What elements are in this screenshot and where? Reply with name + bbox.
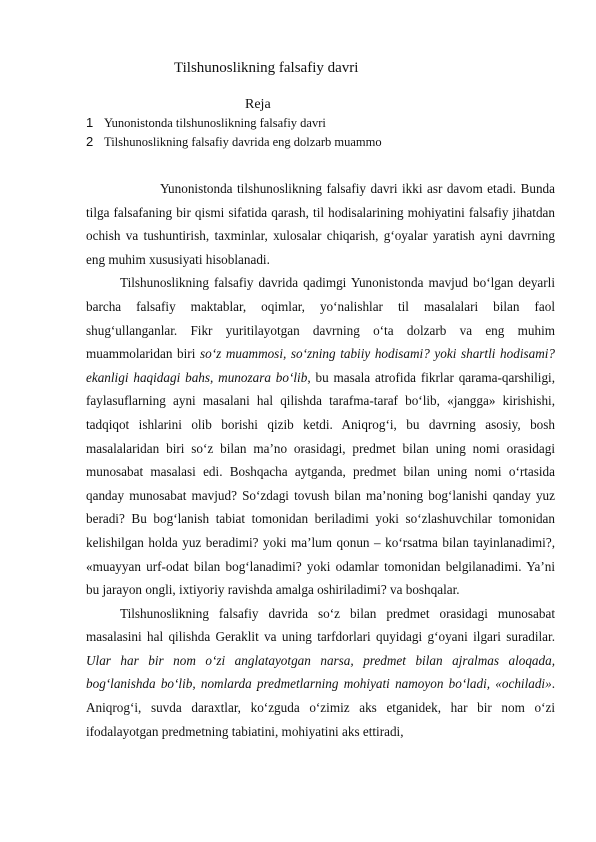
paragraph-text: . Aniqrog‘i, suvda daraxtlar, ko‘zguda o‘zimiz aks etganidek, har bir nom o‘zi ifodalayotgan predmetning tabiatini, mohiyatini aks ettiradi, — [86, 676, 555, 739]
document-body — [86, 177, 555, 743]
plan-item-text: Tilshunoslikning falsafiy davrida eng dolzarb muammo — [104, 135, 382, 149]
italic-phrase: so‘z muammosi, so‘zning tabiiy hodisami? yoki shartli hodisami? ekanligi haqidagi bahs, munozara bo‘lib — [86, 346, 555, 385]
paragraph — [86, 602, 555, 744]
paragraph — [86, 271, 555, 601]
plan-item — [86, 134, 382, 150]
plan-item-number: 2 — [86, 134, 94, 149]
paragraph: Yunonistonda tilshunoslikning falsafiy davri ikki asr davom etadi. Bunda tilga falsafaning bir qismi sifatida qarash, til hodisalarining mohiyatini falsafiy jihatdan ochish va tushuntirish, taxminlar, xulosalar chiqarish, g‘oyalar yaratish ayni davrning eng muhim xususiyati hisoblanadi. — [86, 181, 555, 267]
plan-heading: Reja — [245, 97, 271, 112]
plan-item-number: 1 — [86, 115, 94, 130]
plan-item-text: Yunonistonda tilshunoslikning falsafiy davri — [104, 116, 326, 130]
italic-phrase: Ular har bir nom o‘zi anglatayotgan narsa, predmet bilan ajralmas aloqada, bog‘lanishda bo‘lib, nomlarda predmetlarning mohiyati namoyon bo‘ladi, «ochiladi» — [86, 652, 555, 692]
plan-item — [86, 115, 326, 131]
paragraph-text: , bu masala atrofida fikrlar qarama-qarshiligi, faylasuflarning ayni masalani hal qilishda tarafma-taraf bo‘lib, «jangga» kirishishi, tadqiqot ishlarini olib borishi qizib ketdi. Aniqrog‘i, bu davrning asosiy, bosh masalalaridan biri so‘z bilan ma’no orasidagi, predmet bilan uning nomi orasidagi munosabat masalasi edi. Boshqacha aytganda, predmet bilan uning nomi o‘rtasida qanday munosabat mavjud? So‘zdagi tovush bilan ma’noning bog‘lanishi qanday yuz beradi? Bu bog‘lanish tabiat tomonidan beriladimi yoki so‘zlashuvchilar tomonidan kelishilgan holda yuz beradimi? yoki ma’lum qonun – ko‘rsatma bilan tayinlanadimi?, «muayyan urf-odat bilan bog‘lanadimi? yoki odamlar tomonidan belgilanadimi. Ya’ni bu jarayon ongli, ixtiyoriy ravishda amalga oshiriladimi? va boshqalar. — [86, 369, 556, 598]
paragraph-text: Tilshunoslikning falsafiy davrida so‘z bilan predmet orasidagi munosabat masalasini hal qilishda Geraklit va uning tarfdorlari quyidagi g‘oyani ilgari suradilar. — [86, 605, 555, 645]
paragraph-text: Tilshunoslikning falsafiy davrida qadimgi Yunonistonda mavjud bo‘lgan deyarli barcha falsafiy maktablar, oqimlar, yo‘nalishlar til masalalari bilan faol shug‘ullanganlar. Fikr yuritilayotgan davrning o‘ta dolzarb va eng muhim muammolaridan biri — [86, 275, 555, 362]
document-title: Tilshunoslikning falsafiy davri — [174, 60, 359, 76]
